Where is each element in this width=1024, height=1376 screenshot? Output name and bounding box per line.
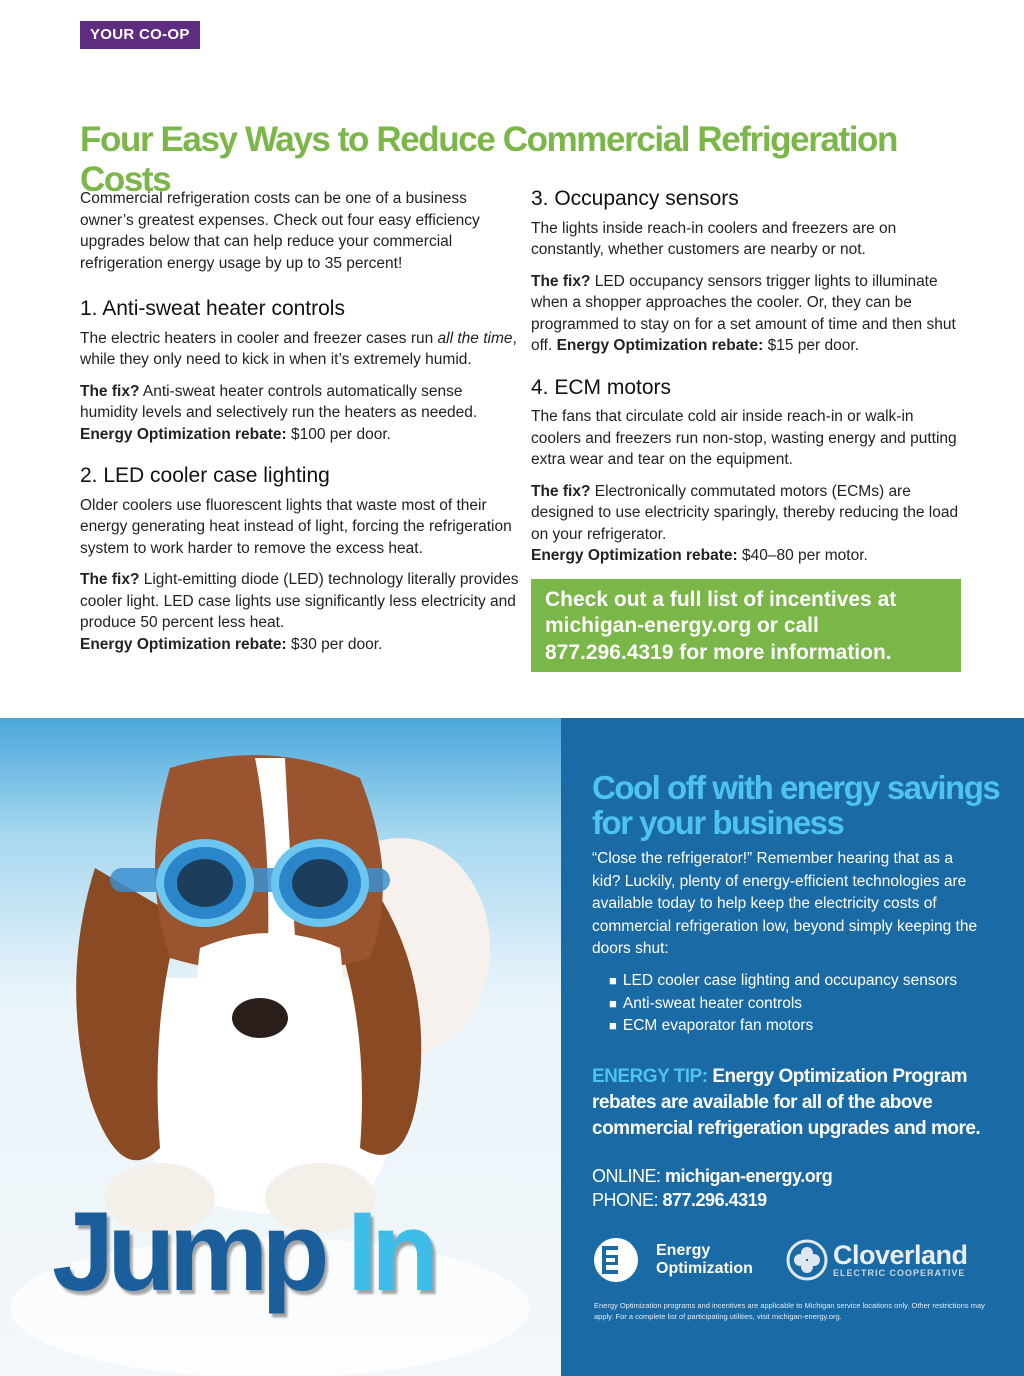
rebate-label: Energy Optimization rebate: [80,635,287,653]
intro-paragraph: Commercial refrigeration costs can be one of a business owner’s greatest expenses. Check out four easy efficiency upgrades below that can help reduce your commercial refrigeration energy usage by up to 35 percent! [80,190,480,272]
fix-label: The fix? [531,272,591,290]
list-item: ■ Anti-sweat heater controls [609,993,957,1016]
rebate-value: $100 per door. [286,425,391,443]
fix-paragraph: The fix? Anti-sweat heater controls automatically sense humidity levels and selectively run the heaters as needed. Energy Optimization rebate: $100 per door. [80,382,478,443]
rebate-label: Energy Optimization rebate: [556,337,764,354]
rebate-label: Energy Optimization rebate: [531,547,738,564]
clover-icon [785,1238,829,1282]
fix-paragraph: The fix? LED occupancy sensors trigger lights to illuminate when a shopper approaches the cooler. Or, they can be programmed to stay on for a set amount of time and then shut off. Energy Optimization rebate: $15 per door. [531,272,956,354]
article-title: Four Easy Ways to Reduce Commercial Refrigeration Costs [80,120,898,199]
list-item: ■ LED cooler case lighting and occupancy sensors [609,970,957,993]
emphasis-text: all the time [437,329,513,347]
left-column [80,188,520,665]
section-body: The electric heaters in cooler and freezer cases run all the time, while they only need to kick in when it’s extremely humid. [80,329,517,368]
upgrade-list [609,970,957,1038]
energy-tip: ENERGY TIP: Energy Optimization Program rebates are available for all of the above commercial refrigeration upgrades and more. [592,1066,981,1139]
rebate-value: $15 per door. [763,337,859,354]
jump-in-title: Jump In [52,1189,433,1314]
list-item: ■ ECM evaporator fan motors [609,1015,957,1038]
online-line: ONLINE: michigan-energy.org [592,1166,833,1186]
incentives-callout: Check out a full list of incentives at michigan-energy.org or call 877.296.4319 for more information. [531,579,961,673]
section-heading: 3. Occupancy sensors [531,187,739,210]
fix-label: The fix? [80,382,140,400]
fix-paragraph: The fix? Electronically commutated motors (ECMs) are designed to use electricity sparingly, thereby reducing the load on your refrigerator. Energy Optimization rebate: $40–80 per motor. [531,482,959,564]
rebate-value: $30 per door. [286,635,383,653]
online-link[interactable]: michigan-energy.org [660,1166,833,1186]
energy-tip-label: ENERGY TIP: [592,1066,708,1087]
section-body: The lights inside reach-in coolers and freezers are on constantly, whether customers are nearby or not. [531,219,897,258]
section-heading: 2. LED cooler case lighting [80,464,330,487]
energy-optimization-logo: Energy Optimization [592,1236,753,1284]
section-body: Older coolers use fluorescent lights that waste most of their energy generating heat instead of light, forcing the refrigeration system to work harder to remove the excess heat. [80,496,512,557]
phone-line: PHONE: 877.296.4319 [592,1190,767,1210]
section-body: The fans that circulate cold air inside reach-in or walk-in coolers and freezers run non-stop, wasting energy and putting extra wear and tear on the equipment. [531,408,957,468]
section-tag: YOUR CO-OP [80,21,200,49]
section-heading: 1. Anti-sweat heater controls [80,297,345,320]
fix-label: The fix? [531,482,591,500]
dog-photo [0,718,561,1376]
rebate-label: Energy Optimization rebate: [80,425,287,443]
ad-intro: “Close the refrigerator!” Remember hearing that as a kid? Luckily, plenty of energy-efficient technologies are available today to help keep the electricity costs of commercial refrigeration low, beyond simply keeping the doors shut: [592,850,978,957]
ad-headline: Cool off with energy savings for your business [592,769,1000,841]
fix-paragraph: The fix? Light-emitting diode (LED) technology literally provides cooler light. LED case lights use significantly less electricity and produce 50 percent less heat. Energy Optimization rebate: $30 per door. [80,571,519,653]
fix-label: The fix? [80,571,140,588]
rebate-value: $40–80 per motor. [737,547,868,564]
section-heading: 4. ECM motors [531,375,672,399]
disclaimer: Energy Optimization programs and incentives are applicable to Michigan service locations only. Other restrictions may apply. For a complete list of participating utilities, visit michigan-energy.org. [594,1301,985,1321]
cloverland-logo: Cloverland ELECTRIC COOPERATIVE [785,1238,968,1282]
eo-logo-icon [592,1236,648,1284]
ad-panel [561,718,1024,1376]
right-column [531,188,961,672]
ad-section [0,718,1024,1376]
phone-number[interactable]: 877.296.4319 [658,1190,767,1210]
contact-info [592,1164,832,1212]
